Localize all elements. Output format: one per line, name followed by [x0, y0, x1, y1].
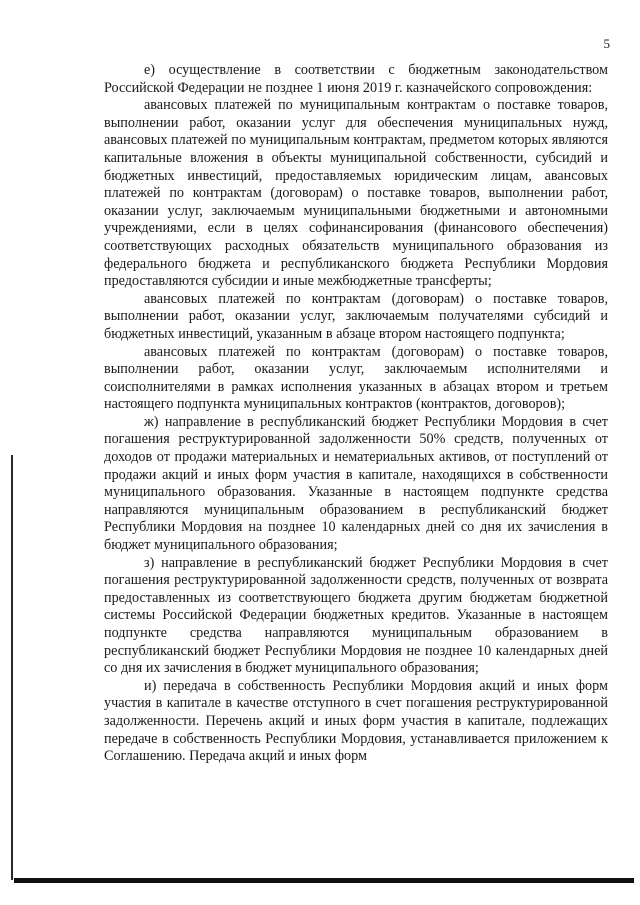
page-number: 5	[603, 36, 610, 51]
paragraph-e-advance-payments-recipients: авансовых платежей по контрактам (договорам) о поставке товаров, выполнении работ, оказании услуг, заключаемым получателями субсидий и бюджетных инвестиций, указанным в абзаце втором настоящего подпункта;	[104, 290, 608, 342]
paragraph-e-advance-payments-contractors: авансовых платежей по контрактам (договорам) о поставке товаров, выполнении работ, оказании услуг, заключаемым исполнителями и соисполнителями в рамках исполнения указанных в абзацах втором и третьем настоящего подпункта муниципальных контрактов (контрактов, договоров);	[104, 343, 608, 413]
paragraph-e: е) осуществление в соответствии с бюджетным законодательством Российской Федерации не позднее 1 июня 2019 г. казначейского сопровождения:	[104, 62, 608, 96]
scan-edge-left	[11, 455, 13, 880]
paragraph-z: з) направление в республиканский бюджет Республики Мордовия в счет погашения реструктурированной задолженности средств, полученных от возврата предоставленных из соответствующего бюджета другим бюджетам бюджетной системы Российской Федерации бюджетных кредитов. Указанные в настоящем подпункте средства направляются муниципальным образованием в республиканский бюджет Республики Мордовия не позднее 10 календарных дней со дня их зачисления в бюджет муниципального образования;	[104, 554, 608, 677]
paragraph-i: и) передача в собственность Республики Мордовия акций и иных форм участия в капитале в качестве отступного в счет погашения реструктурированной задолженности. Перечень акций и иных форм участия в капитале, подлежащих передаче в собственность Республики Мордовия, устанавливается приложением к Соглашению. Передача акций и иных форм	[104, 677, 608, 765]
scan-edge-bottom	[14, 878, 634, 883]
document-body	[104, 62, 608, 766]
paragraph-zh: ж) направление в республиканский бюджет Республики Мордовия в счет погашения реструктурированной задолженности 50% средств, полученных от доходов от продажи материальных и нематериальных активов, от поступлений от продажи акций и иных форм участия в капитале, находящихся в собственности муниципального образования. Указанные в настоящем подпункте средства направляются муниципальным образованием в республиканский бюджет Республики Мордовия на позднее 10 календарных дней со дня их зачисления в бюджет муниципального образования;	[104, 413, 608, 554]
paragraph-e-advance-payments-municipal: авансовых платежей по муниципальным контрактам о поставке товаров, выполнении работ, оказании услуг для обеспечения муниципальных нужд, авансовых платежей по муниципальным контрактам, предметом которых являются капитальные вложения в объекты муниципальной собственности, субсидий и бюджетных инвестиций, предоставляемых юридическим лицам, авансовых платежей по контрактам (договорам) о поставке товаров, выполнении работ, оказании услуг, заключаемым муниципальными бюджетными и автономными учреждениями, если в целях софинансирования (финансового обеспечения) соответствующих расходных обязательств муниципального образования из федерального бюджета и республиканского бюджета Республики Мордовия предоставляются субсидии и иные межбюджетные трансферты;	[104, 97, 608, 290]
